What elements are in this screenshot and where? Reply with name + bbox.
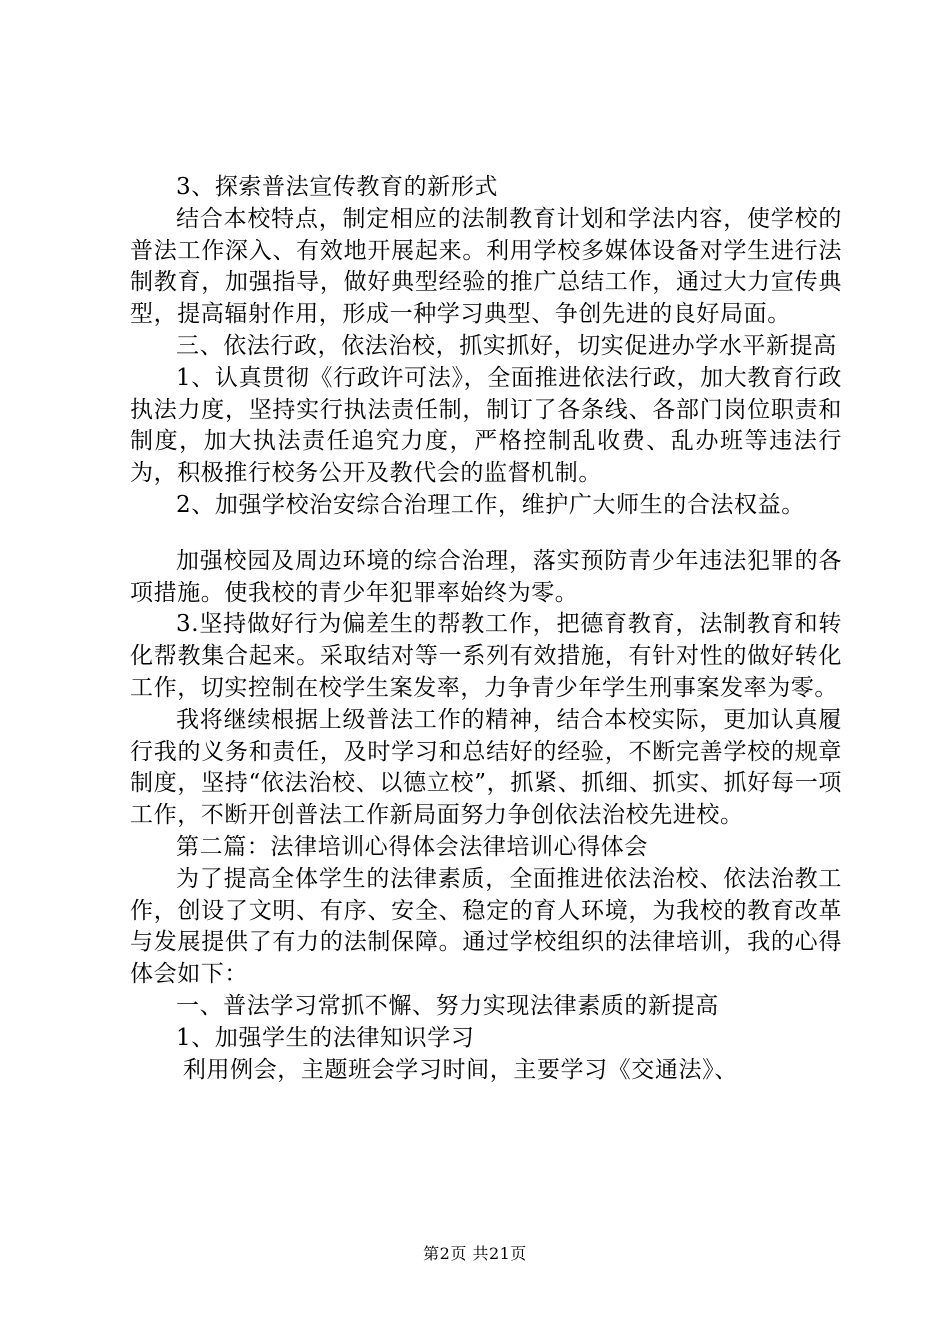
paragraph-administrative-license-law: 1、认真贯彻《行政许可法》，全面推进依法行政，加大教育行政执法力度，坚持实行执法责任制，制订了各条线、各部门岗位职责和制度，加大执法责任追究力度，严格控制乱收费、乱办班等违法行为，积极推行校务公开及教代会的监督机制。 (130, 364, 842, 487)
document-body (130, 172, 842, 1086)
paragraph-security-governance: 2、加强学校治安综合治理工作，维护广大师生的合法权益。 (176, 491, 805, 518)
section-heading-law-study: 一、普法学习常抓不懈、努力实现法律素质的新提高 (176, 992, 719, 1019)
paragraph-student-assistance: 3.坚持做好行为偏差生的帮教工作，把德育教育，法制教育和转化帮教集合起来。采取结对等一系列有效措施，有针对性的做好转化工作，切实控制在校学生案发率，力争青少年学生刑事案发率为零。 (130, 611, 842, 701)
subheading-strengthen-knowledge: 1、加强学生的法律知识学习 (176, 1024, 475, 1051)
paragraph-school-characteristics: 结合本校特点，制定相应的法制教育计划和学法内容，使学校的普法工作深入、有效地开展起来。利用学校多媒体设备对学生进行法制教育，加强指导，做好典型经验的推广总结工作，通过大力宣传典型，提高辐射作用，形成一种学习典型、争创先进的良好局面。 (130, 205, 842, 328)
paragraph-campus-environment: 加强校园及周边环境的综合治理，落实预防青少年违法犯罪的各项措施。使我校的青少年犯罪率始终为零。 (130, 547, 842, 606)
paragraph-study-time: 利用例会，主题班会学习时间，主要学习《交通法》、 (182, 1056, 738, 1083)
paragraph-explore-new-forms: 3、探索普法宣传教育的新形式 (176, 174, 499, 200)
page-number-footer: 第2页 共21页 (423, 1244, 527, 1263)
chapter-heading-legal-training: 第二篇：法律培训心得体会法律培训心得体会 (176, 833, 648, 860)
paragraph-continue-work: 我将继续根据上级普法工作的精神，结合本校实际，更加认真履行我的义务和责任，及时学习和总结好的经验，不断完善学校的规章制度，坚持“依法治校、以德立校”，抓紧、抓细、抓实、抓好每一项工作，不断开创普法工作新局面努力争创依法治校先进校。 (130, 706, 842, 829)
paragraph-training-purpose: 为了提高全体学生的法律素质，全面推进依法治校、依法治教工作，创设了文明、有序、安全、稳定的育人环境，为我校的教育改革与发展提供了有力的法制保障。通过学校组织的法律培训，我的心得体会如下： (130, 865, 842, 988)
section-heading-administration: 三、依法行政，依法治校，抓实抓好，切实促进办学水平新提高 (176, 332, 837, 359)
